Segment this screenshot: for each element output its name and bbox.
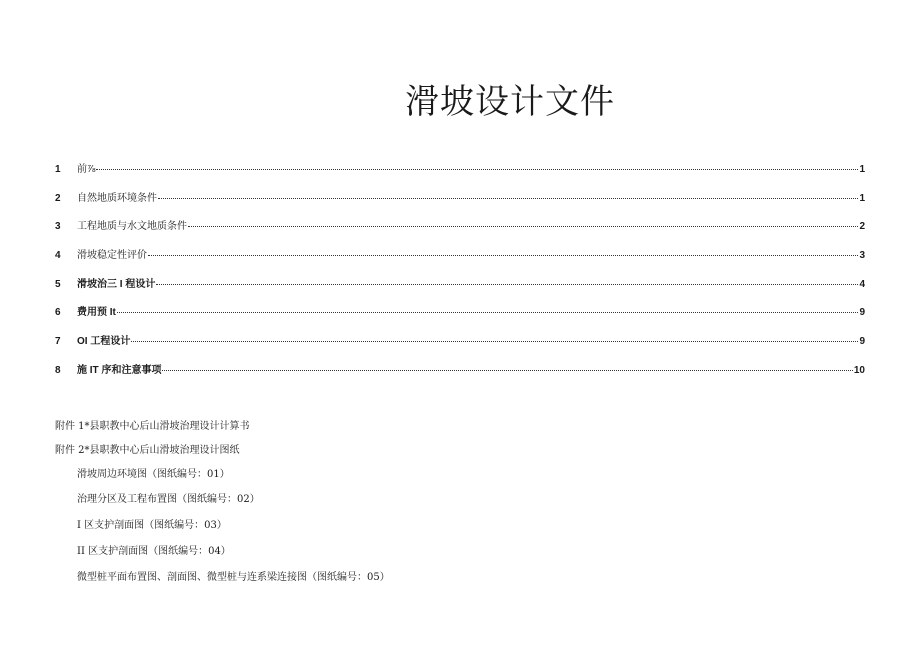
toc-entry-title: 前⅞ [77,164,96,175]
toc-entry-page: 9 [859,336,865,348]
toc-leader-dots [188,226,858,227]
toc-entry-page: 4 [859,278,865,290]
toc-entry[interactable] [55,246,865,275]
toc-entry-title: OI 工程设计 [77,336,131,348]
table-of-contents [55,160,865,390]
toc-entry[interactable] [55,303,865,332]
toc-entry[interactable] [55,332,865,361]
drawing-list-item: 微型桩平面布置图、剖面图、微型桩与连系梁连接图（图纸编号：05） [77,572,390,583]
toc-leader-dots [96,169,858,170]
toc-entry-title: 自然地质环境条件 [77,192,157,204]
toc-leader-dots [131,341,858,342]
toc-leader-dots [148,255,858,256]
drawing-list-item: 治理分区及工程布置图（图纸编号：02） [77,494,260,505]
toc-entry-title: 施 IT 序和注意事项 [77,364,162,376]
drawing-list-item: 滑坡周边环境图（图纸编号：01） [77,469,230,480]
toc-entry-title: 滑坡稳定性评价 [77,250,147,262]
toc-entry[interactable] [55,189,865,218]
toc-entry-page: 3 [859,250,865,262]
drawing-list-item: I 区支护剖面图（图纸编号：03） [77,520,227,531]
toc-entry-title: 费用预 It [77,307,116,319]
toc-leader-dots [156,284,858,285]
appendix-item: 附件 2*县职教中心后山滑坡治理设计图纸 [55,445,240,456]
toc-entry-number: 8 [55,364,61,376]
toc-entry-number: 5 [55,278,61,290]
toc-entry-number: 7 [55,336,61,348]
toc-entry-number: 3 [55,221,61,233]
toc-entry-number: 4 [55,250,61,262]
document-title: 滑坡设计文件 [405,82,615,122]
toc-leader-dots [162,370,852,371]
toc-entry-page: 2 [859,221,865,233]
toc-entry[interactable] [55,361,865,390]
toc-entry[interactable] [55,160,865,189]
toc-entry-number: 6 [55,307,61,319]
toc-entry-title: 工程地质与水文地质条件 [77,221,187,233]
toc-entry-page: 9 [859,307,865,319]
toc-entry-page: 1 [859,164,865,175]
toc-entry-title: 滑坡治三 I 程设计 [77,278,156,290]
toc-entry-number: 1 [55,164,61,175]
toc-leader-dots [117,312,859,313]
toc-entry-number: 2 [55,192,61,204]
toc-entry-page: 10 [853,364,865,376]
toc-entry-page: 1 [859,192,865,204]
toc-leader-dots [158,198,858,199]
appendix-item: 附件 1*县职教中心后山滑坡治理设计计算书 [55,421,250,432]
toc-entry[interactable] [55,217,865,246]
toc-entry[interactable] [55,275,865,304]
drawing-list-item: II 区支护剖面图（图纸编号：04） [77,546,231,557]
